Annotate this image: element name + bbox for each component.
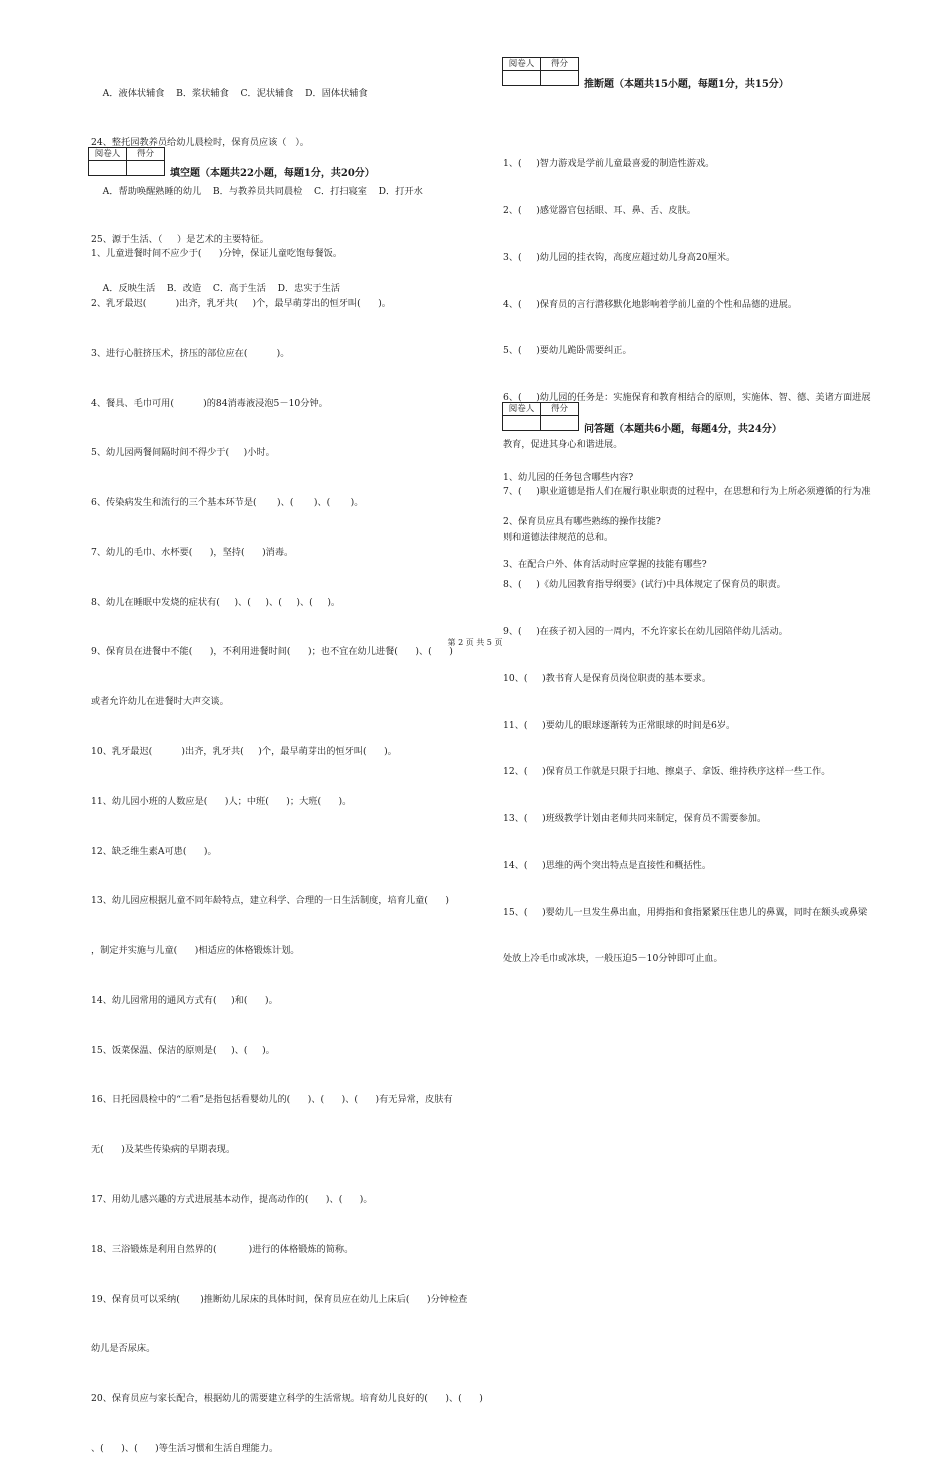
judge-line: 15、( )婴幼儿一旦发生鼻出血，用拇指和食指紧紧压住患儿的鼻翼，同时在额头或鼻梁	[503, 906, 868, 918]
judge-line: 12、( )保育员工作就是只限于扫地、擦桌子、拿饭、维持秩序这样一些工作。	[503, 766, 831, 778]
judge-line: 11、( )要幼儿的眼球逐渐转为正常眼球的时间是6岁。	[503, 719, 736, 731]
qa-question-3: 3、在配合户外、体育活动时应掌握的技能有哪些?	[503, 559, 707, 570]
reviewer-cell[interactable]	[89, 161, 127, 176]
judge-score-box	[502, 57, 579, 86]
score-cell[interactable]	[541, 71, 579, 86]
fill-line: 或者允许幼儿在进餐时大声交谈。	[91, 696, 229, 708]
page-footer: 第 2 页 共 5 页	[447, 638, 503, 647]
score-label: 得分	[541, 58, 579, 71]
reviewer-label: 阅卷人	[503, 403, 541, 416]
judge-line: 4、( )保育员的言行潜移默化地影响着学前儿童的个性和品德的进展。	[503, 298, 798, 310]
qa-question-1: 1、幼儿园的任务包含哪些内容?	[503, 472, 634, 483]
qa-score-box	[502, 402, 579, 431]
fill-line: 7、幼儿的毛巾、水杯要( )，坚持( )消毒。	[91, 546, 294, 558]
fill-line: 5、幼儿园两餐间隔时间不得少于( )小时。	[91, 447, 275, 459]
fill-line: 12、缺乏维生素A可患( )。	[91, 845, 217, 857]
judge-line: 教育，促进其身心和谐进展。	[503, 438, 623, 450]
fill-line: 11、幼儿园小班的人数应是( )人；中班( )；大班( )。	[91, 795, 352, 807]
judge-section-title: 推断题（本题共15小题，每题1分，共15分）	[584, 79, 789, 90]
judge-line: 13、( )班级教学计划由老师共同来制定，保育员不需要参加。	[503, 813, 767, 825]
judge-line: 则和道德法律规范的总和。	[503, 532, 614, 544]
fill-questions	[91, 213, 483, 1474]
fill-line: 15、饭菜保温、保洁的原则是( )、( )。	[91, 1044, 275, 1056]
judge-questions	[503, 125, 871, 983]
question-line: A．液体状辅食 B．浆状辅食 C．泥状辅食 D．固体状辅食	[91, 88, 368, 100]
fill-line: 3、进行心脏挤压术，挤压的部位应在( )。	[91, 347, 290, 359]
score-label: 得分	[127, 148, 165, 161]
judge-line: 处放上冷毛巾或冰块，一般压迫5－10分钟即可止血。	[503, 953, 723, 965]
judge-line: 2、( )感觉器官包括眼、耳、鼻、舌、皮肤。	[503, 204, 696, 216]
reviewer-cell[interactable]	[503, 416, 541, 431]
fill-line: 9、保育员在进餐中不能( )，不利用进餐时间( )；也不宜在幼儿进餐( )、( )	[91, 646, 453, 658]
fill-line: 14、幼儿园常用的通风方式有( )和( )。	[91, 994, 278, 1006]
score-cell[interactable]	[127, 161, 165, 176]
fill-score-box	[88, 147, 165, 176]
judge-line: 3、( )幼儿园的挂衣钩，高度应超过幼儿身高20厘米。	[503, 251, 736, 263]
fill-line: 10、乳牙最迟( )出齐，乳牙共( )个，最早萌芽出的恒牙叫( )。	[91, 746, 397, 757]
fill-section-title: 填空题（本题共22小题，每题1分，共20分）	[170, 168, 375, 179]
fill-line: 4、餐具、毛巾可用( )的84消毒液浸泡5－10分钟。	[91, 397, 328, 409]
judge-line: 14、( )思维的两个突出特点是直接性和概括性。	[503, 859, 712, 871]
fill-line: 8、幼儿在睡眠中发烧的症状有( )、( )、( )、( )。	[91, 596, 341, 608]
reviewer-cell[interactable]	[503, 71, 541, 86]
judge-line: 1、( )智力游戏是学前儿童最喜爱的制造性游戏。	[503, 158, 715, 170]
score-label: 得分	[541, 403, 579, 416]
fill-line: 17、用幼儿感兴趣的方式进展基本动作，提高动作的( )、( )。	[91, 1194, 373, 1206]
fill-line: 无( )及某些传染病的早期表现。	[91, 1144, 236, 1156]
fill-line: 20、保育员应与家长配合，根据幼儿的需要建立科学的生活常规。培育幼儿良好的( )、( )	[91, 1393, 483, 1405]
reviewer-label: 阅卷人	[89, 148, 127, 161]
fill-line: 、( )、( )等生活习惯和生活自理能力。	[91, 1442, 279, 1454]
fill-line: 6、传染病发生和流行的三个基本环节是( )、( )、( )。	[91, 497, 364, 509]
fill-line: 19、保育员可以采纳( )推断幼儿尿床的具体时间，保育员应在幼儿上床后( )分钟检查	[91, 1293, 468, 1305]
judge-line: 6、( )幼儿园的任务是：实施保育和教育相结合的原则，实施体、智、德、美诸方面进展	[503, 392, 871, 404]
qa-section-title: 问答题（本题共6小题，每题4分，共24分）	[584, 424, 782, 435]
judge-line: 8、( )《幼儿园教育指导纲要》(试行)中具体规定了保育员的职责。	[503, 579, 786, 591]
judge-line: 10、( )教书育人是保育员岗位职责的基本要求。	[503, 672, 712, 684]
score-cell[interactable]	[541, 416, 579, 431]
fill-line: ，制定并实施与儿童( )相适应的体格锻炼计划。	[91, 945, 300, 957]
question-line: 25、源于生活、（ ）是艺术的主要特征。	[91, 234, 269, 246]
qa-question-2: 2、保育员应具有哪些熟练的操作技能?	[503, 516, 661, 527]
fill-line: 1、儿童进餐时间不应少于( )分钟，保证儿童吃饱每餐饭。	[91, 248, 343, 260]
question-line: A．帮助唤醒熟睡的幼儿 B．与教养员共同晨检 C．打扫寝室 D．打开水	[91, 185, 423, 197]
question-line: A．反映生活 B．改造 C．高于生活 D．忠实于生活	[91, 282, 341, 294]
fill-line: 幼儿是否尿床。	[91, 1343, 156, 1355]
judge-line: 7、( )职业道德是指人们在履行职业职责的过程中，在思想和行为上所必须遵循的行为准	[503, 485, 871, 497]
judge-line: 5、( )要幼儿跪卧需要纠正。	[503, 345, 632, 357]
reviewer-label: 阅卷人	[503, 58, 541, 71]
fill-line: 18、三浴锻炼是利用自然界的( )进行的体格锻炼的简称。	[91, 1243, 354, 1255]
fill-line: 2、乳牙最迟( )出齐，乳牙共( )个，最早萌芽出的恒牙叫( )。	[91, 297, 391, 309]
fill-line: 16、日托园晨检中的“二看”是指包括看婴幼儿的( )、( )、( )有无异常，皮肤有	[91, 1094, 453, 1106]
fill-line: 13、幼儿园应根据儿童不同年龄特点，建立科学、合理的一日生活制度，培育儿童( )	[91, 895, 449, 907]
judge-line: 9、( )在孩子初入园的一周内，不允许家长在幼儿园陪伴幼儿活动。	[503, 626, 788, 637]
question-line: 24、整托园教养员给幼儿晨检时，保育员应该（ ）。	[91, 137, 309, 148]
